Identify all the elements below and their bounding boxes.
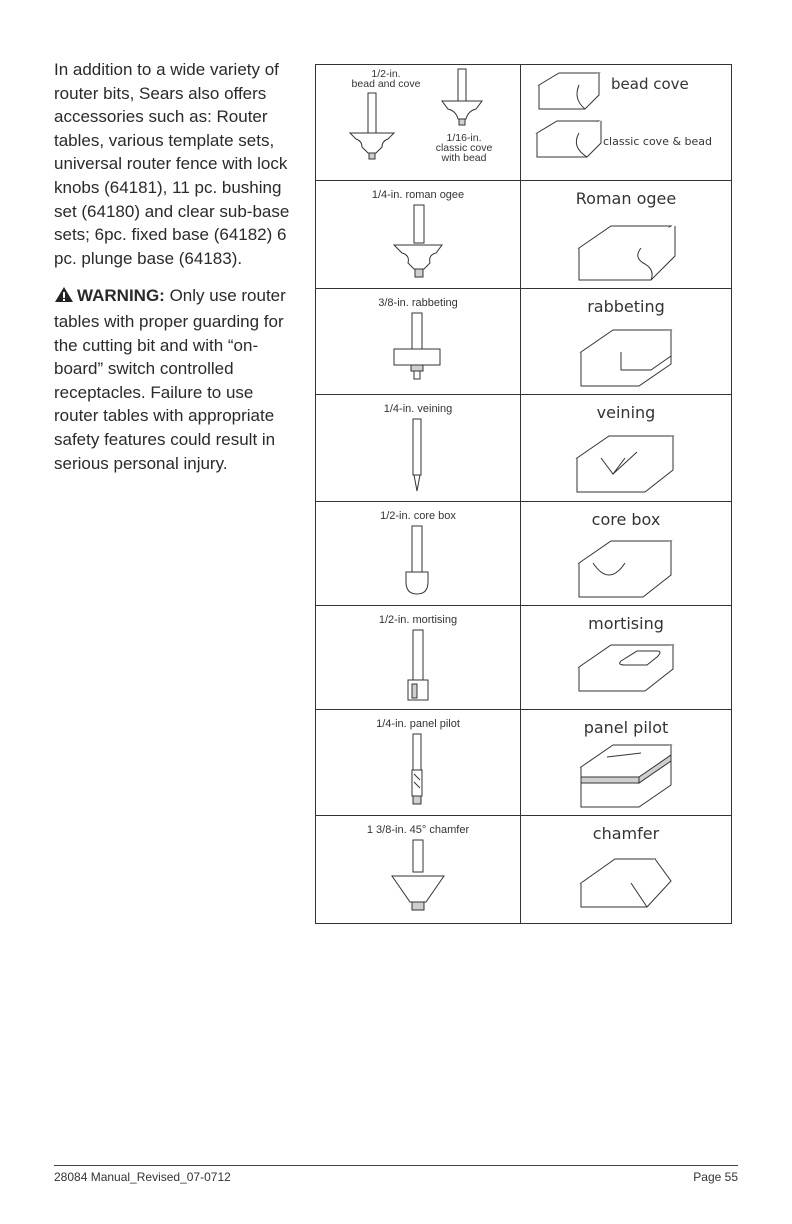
cut-label-classic-cove: classic cove & bead	[603, 135, 713, 148]
bit-cell	[316, 816, 521, 924]
table-row	[316, 395, 732, 502]
cut-cell	[521, 289, 732, 395]
roman-ogee-bit-icon	[316, 201, 521, 285]
cut-label-bead-cove: bead cove	[611, 75, 689, 93]
warning-block	[54, 284, 294, 475]
rabbeting-profile-icon	[521, 316, 732, 394]
cut-cell	[521, 710, 732, 816]
chamfer-profile-icon	[521, 843, 732, 923]
rabbeting-bit-icon	[316, 309, 521, 393]
warning-text: Only use router tables with proper guarding for the cutting bit and with “on-board” switch controlled receptacles. Failure to use router tables with appropriate safety features could result in serious personal injury.	[54, 286, 286, 473]
bit-cell	[316, 502, 521, 606]
warning-triangle-icon	[54, 286, 74, 310]
cut-label-panel-pilot: panel pilot	[583, 718, 669, 737]
cut-cell	[521, 181, 732, 289]
footer-document-id: 28084 Manual_Revised_07-0712	[54, 1170, 231, 1184]
cut-cell	[521, 502, 732, 606]
bit-label-mortising: 1/2-in. mortising	[378, 614, 458, 626]
bit-label-panel-pilot: 1/4-in. panel pilot	[376, 718, 460, 730]
bit-cell	[316, 289, 521, 395]
veining-profile-icon	[521, 422, 732, 500]
bit-cell	[316, 181, 521, 289]
bit-cell	[316, 606, 521, 710]
bit-label-veining: 1/4-in. veining	[383, 403, 453, 415]
veining-bit-icon	[316, 415, 521, 499]
bit-cell	[316, 395, 521, 502]
bit-cell	[316, 710, 521, 816]
cut-label-rabbeting: rabbeting	[587, 297, 665, 316]
cut-label-roman-ogee: Roman ogee	[575, 189, 677, 208]
bit-label-bead-cove: 1/2-in. bead and cove	[351, 68, 421, 90]
intro-paragraph: In addition to a wide variety of router bits, Sears also offers accessories such as: Router tables, various template sets, universal router fence with lock knobs (64181), 11 pc. bushing set (64180) and clear sub-base sets; 6pc. fixed base (64182) 6 pc. plunge base (64183).	[54, 60, 290, 268]
router-bit-table	[315, 64, 732, 924]
table-row	[316, 606, 732, 710]
table-row	[316, 502, 732, 606]
bit-label-chamfer: 1 3/8-in. 45° chamfer	[366, 824, 470, 836]
cut-cell	[521, 816, 732, 924]
bit-label-rabbeting: 3/8-in. rabbeting	[378, 297, 458, 309]
table-row	[316, 65, 732, 181]
footer-divider	[54, 1165, 738, 1166]
cut-label-mortising: mortising	[588, 614, 664, 633]
cut-cell	[521, 395, 732, 502]
intro-text	[54, 58, 294, 475]
cut-label-chamfer: chamfer	[592, 824, 660, 843]
core-box-bit-icon	[316, 522, 521, 602]
mortising-bit-icon	[316, 626, 521, 706]
cut-cell	[521, 606, 732, 710]
footer-page-number: Page 55	[693, 1170, 738, 1184]
chamfer-bit-icon	[316, 836, 521, 920]
cut-cell	[521, 65, 732, 181]
panel-pilot-bit-icon	[316, 730, 521, 810]
cut-label-veining: veining	[596, 403, 656, 422]
table-row	[316, 181, 732, 289]
table-row	[316, 289, 732, 395]
cut-label-core-box: core box	[591, 510, 661, 529]
core-box-profile-icon	[521, 529, 732, 605]
bit-label-roman-ogee: 1/4-in. roman ogee	[371, 189, 465, 201]
panel-pilot-profile-icon	[521, 737, 732, 815]
warning-heading: WARNING:	[77, 286, 165, 306]
table-row	[316, 816, 732, 924]
bit-label-classic-cove: 1/16-in. classic cove with bead	[435, 132, 493, 164]
table-row	[316, 710, 732, 816]
bit-label-core-box: 1/2-in. core box	[380, 510, 456, 522]
mortising-profile-icon	[521, 633, 732, 709]
bit-cell	[316, 65, 521, 181]
roman-ogee-profile-icon	[521, 208, 732, 288]
